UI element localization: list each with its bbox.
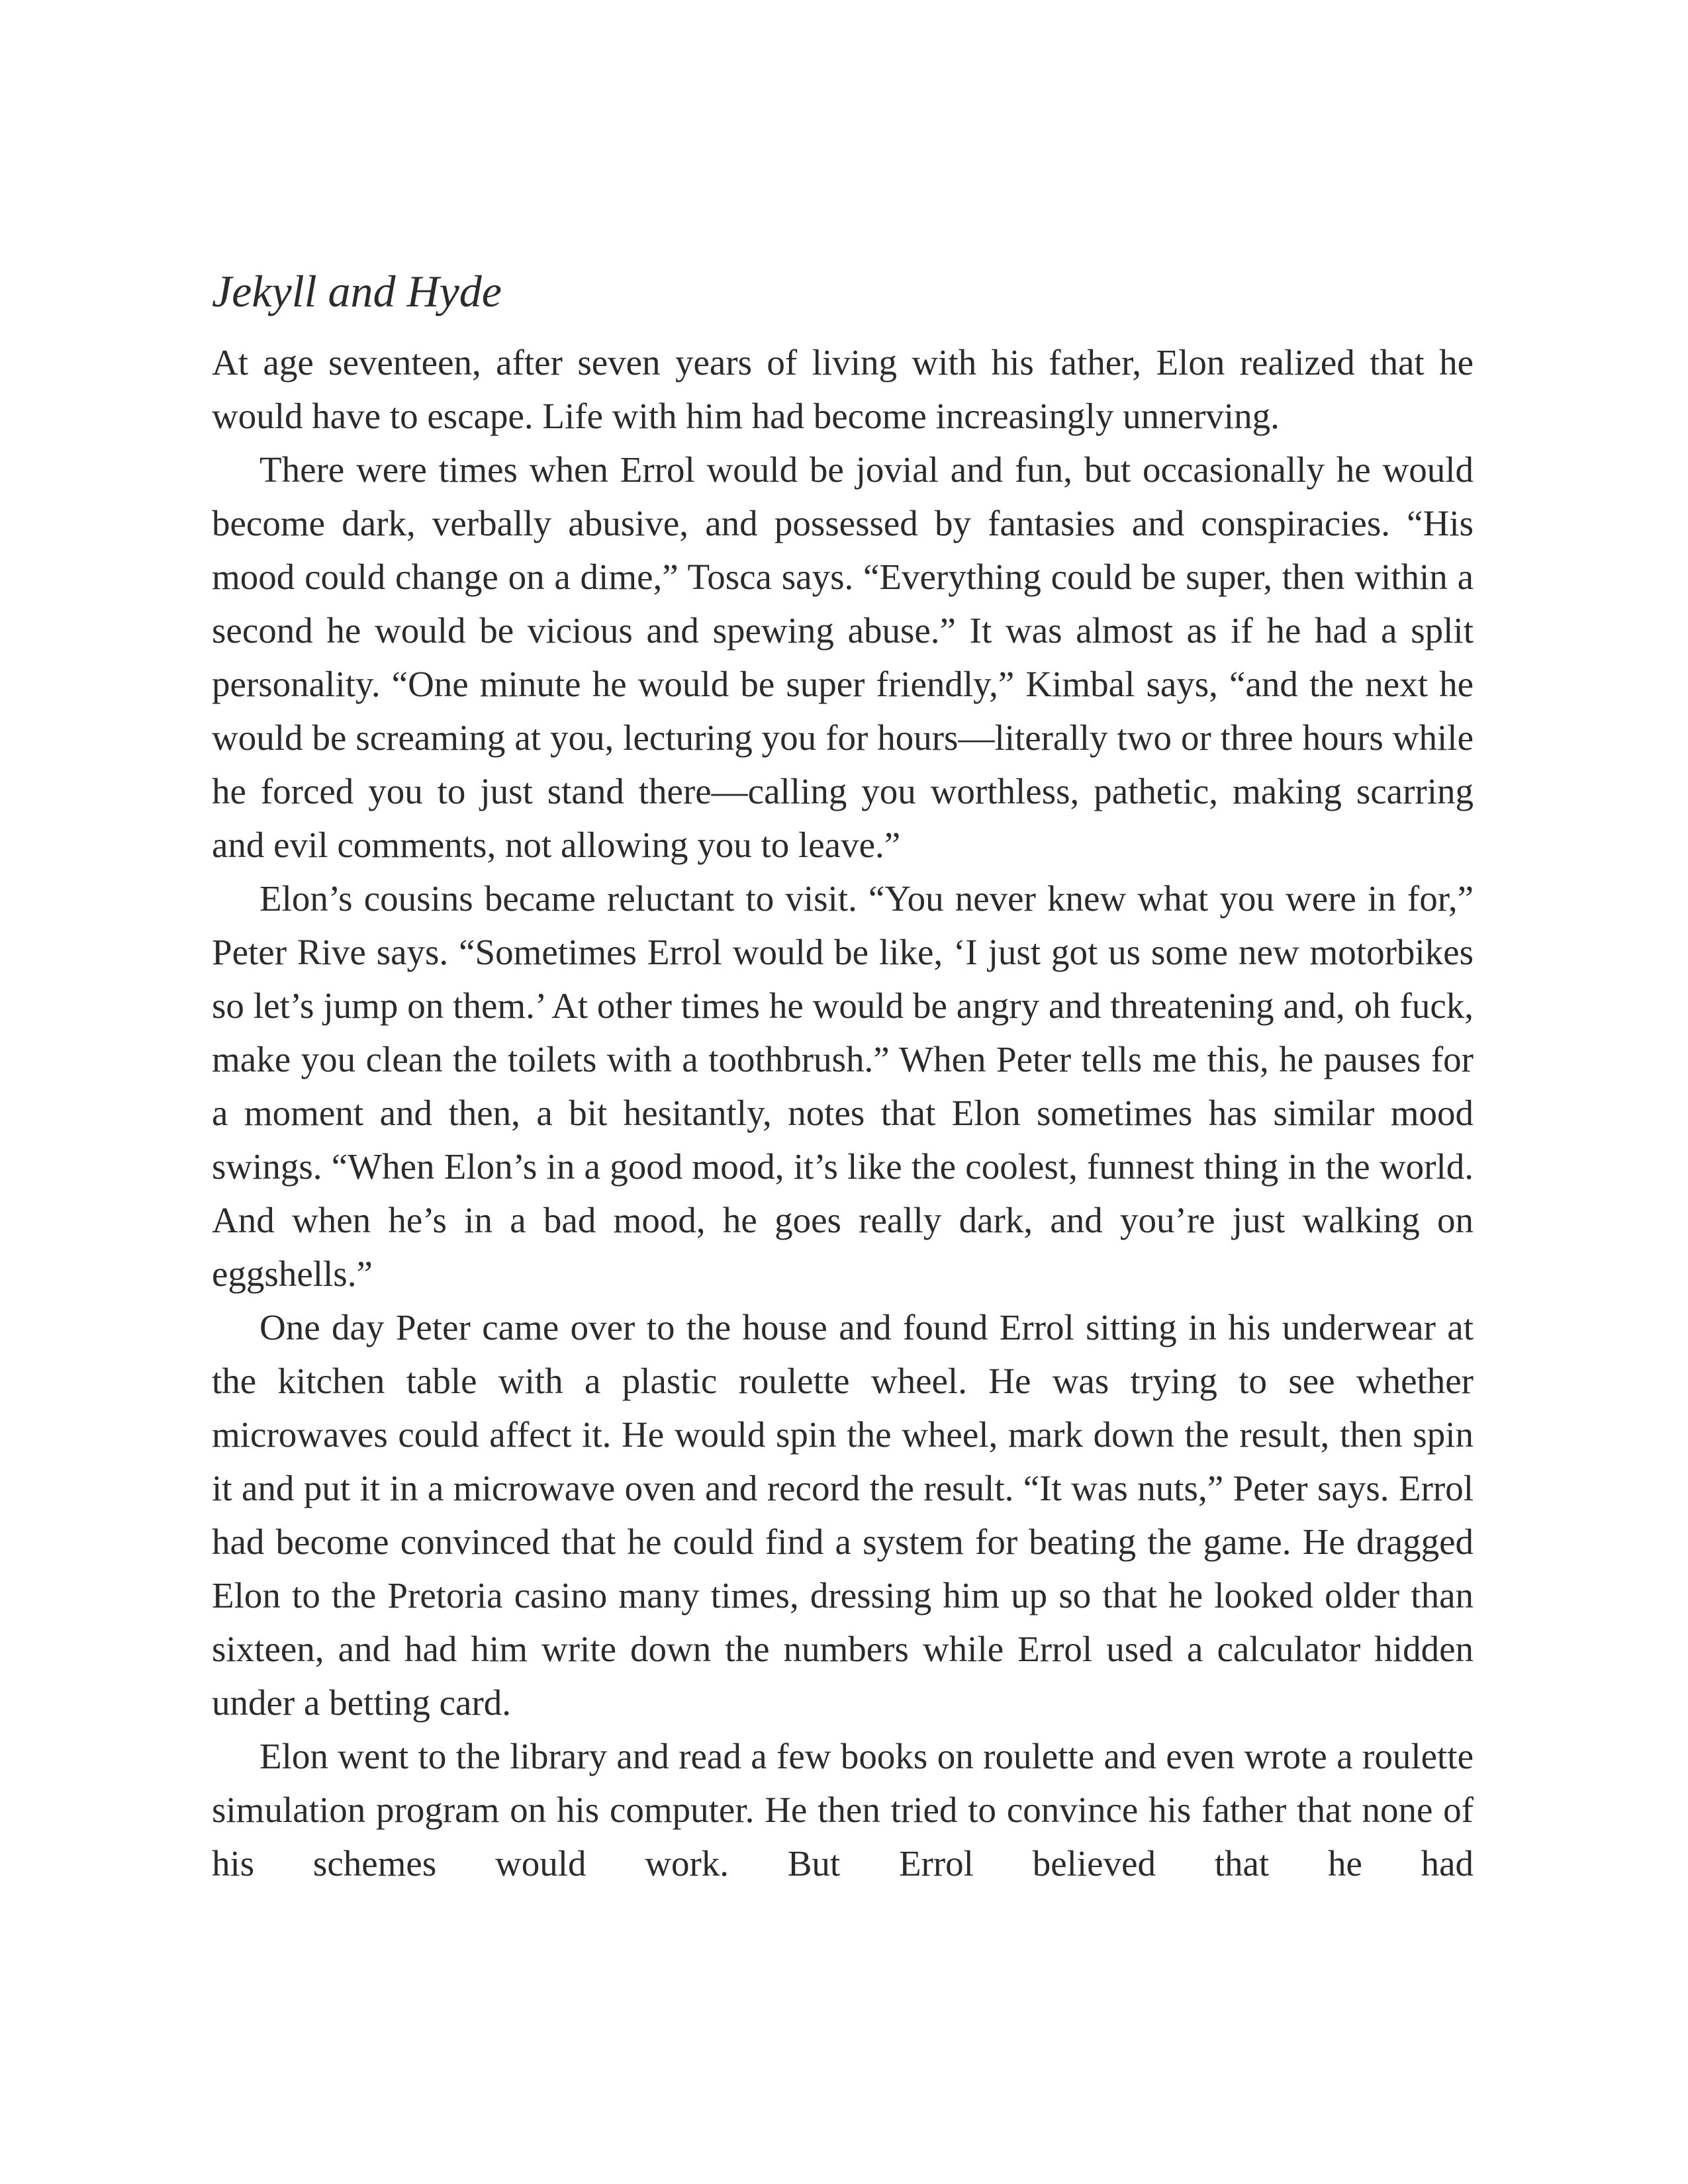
paragraph: Elon’s cousins became reluctant to visit. “You never knew what you were in for,” Peter Rive says. “Sometimes Errol would be like, ‘I just got us some new motorbikes so let’s jump on them.’ At other times he would be angry and threatening and, oh fuck, make you clean the toilets with a toothbrush.” When Peter tells me this, he pauses for a moment and then, a bit hesitantly, notes that Elon sometimes has similar mood swings. “When Elon’s in a good mood, it’s like the coolest, funnest thing in the world. And when he’s in a bad mood, he goes really dark, and you’re just walking on eggshells.” xyxy=(212,878,1474,1294)
section-title: Jekyll and Hyde xyxy=(212,266,502,316)
paragraph: There were times when Errol would be jovial and fun, but occasionally he would become dark, verbally abusive, and possessed by fantasies and conspiracies. “His mood could change on a dime,” Tosca says. “Everything could be super, then within a second he would be vicious and spewing abuse.” It was almost as if he had a split personality. “One minute he would be super friendly,” Kimbal says, “and the next he would be screaming at you, lecturing you for hours—literally two or three hours while he forced you to just stand there—calling you worthless, pathetic, making scarring and evil comments, not allowing you to leave.” xyxy=(212,449,1474,865)
paragraph: At age seventeen, after seven years of living with his father, Elon realized that he would have to escape. Life with him had become increasingly unnerving. xyxy=(212,342,1474,436)
paragraph: Elon went to the library and read a few books on roulette and even wrote a roulette simulation program on his computer. He then tried to convince his father that none of his schemes would work. But Errol believed that he had xyxy=(212,1736,1474,1884)
paragraph: One day Peter came over to the house and found Errol sitting in his underwear at the kitchen table with a plastic roulette wheel. He was trying to see whether microwaves could affect it. He would spin the wheel, mark down the result, then spin it and put it in a microwave oven and record the result. “It was nuts,” Peter says. Errol had become convinced that he could find a system for beating the game. He dragged Elon to the Pretoria casino many times, dressing him up so that he looked older than sixteen, and had him write down the numbers while Errol used a calculator hidden under a betting card. xyxy=(212,1307,1474,1723)
page-text xyxy=(212,261,1474,1890)
